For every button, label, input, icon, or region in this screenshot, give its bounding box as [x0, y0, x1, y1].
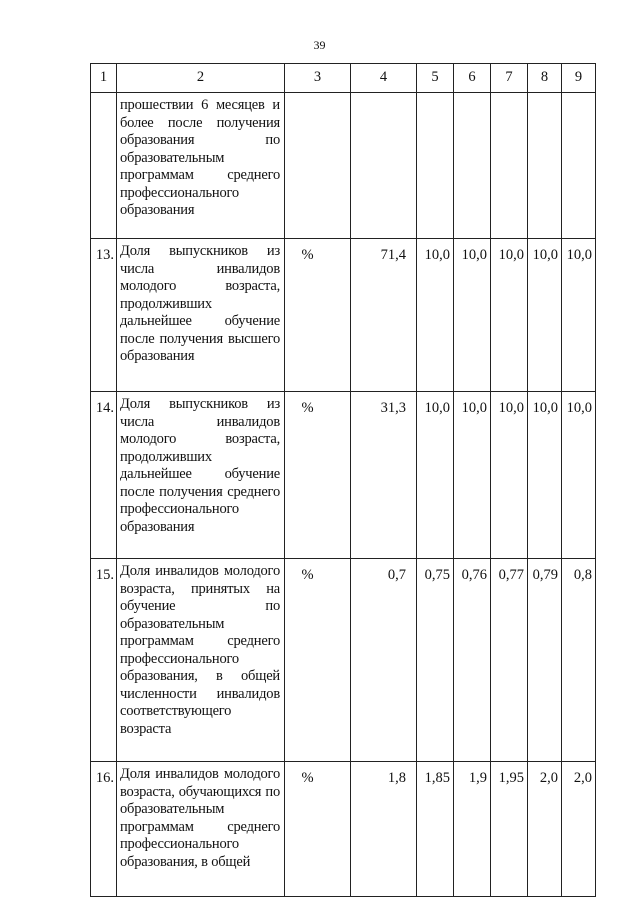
value-cell — [454, 93, 491, 239]
indicator-description: Доля выпускников из числа инвалидов молодого возраста, продолживших дальнейшее обучение после получения высшего образования — [117, 239, 285, 392]
row-number — [91, 93, 117, 239]
value-cell: 0,76 — [454, 559, 491, 762]
value-cell: 10,0 — [417, 239, 454, 392]
column-header: 7 — [491, 64, 528, 93]
value-cell: 10,0 — [562, 392, 596, 559]
indicator-description: Доля выпускников из числа инвалидов молодого возраста, продолживших дальнейшее обучение после получения среднего профессионального образования — [117, 392, 285, 559]
value-cell — [417, 93, 454, 239]
unit-cell — [285, 93, 351, 239]
value-cell: 1,8 — [351, 762, 417, 897]
unit-cell: % — [285, 239, 351, 392]
value-cell: 0,77 — [491, 559, 528, 762]
value-cell — [562, 93, 596, 239]
value-cell: 10,0 — [562, 239, 596, 392]
row-number: 13. — [91, 239, 117, 392]
indicators-table — [90, 63, 596, 897]
table-row — [91, 239, 596, 392]
column-header: 3 — [285, 64, 351, 93]
value-cell: 10,0 — [454, 239, 491, 392]
value-cell: 10,0 — [417, 392, 454, 559]
unit-cell: % — [285, 762, 351, 897]
value-cell: 1,85 — [417, 762, 454, 897]
value-cell: 71,4 — [351, 239, 417, 392]
column-header: 6 — [454, 64, 491, 93]
value-cell: 31,3 — [351, 392, 417, 559]
value-cell — [351, 93, 417, 239]
value-cell: 2,0 — [528, 762, 562, 897]
indicator-description: Доля инвалидов молодого возраста, обучающихся по образовательным программам среднего профессионального образования, в общей — [117, 762, 285, 897]
page-number: 39 — [313, 38, 326, 52]
indicator-description: Доля инвалидов молодого возраста, принятых на обучение по образовательным программам среднего профессионального образования, в общей численности инвалидов соответствующего возраста — [117, 559, 285, 762]
value-cell: 10,0 — [454, 392, 491, 559]
row-number: 16. — [91, 762, 117, 897]
row-number: 15. — [91, 559, 117, 762]
value-cell: 0,8 — [562, 559, 596, 762]
unit-cell: % — [285, 559, 351, 762]
column-header: 4 — [351, 64, 417, 93]
value-cell: 1,9 — [454, 762, 491, 897]
column-header: 1 — [91, 64, 117, 93]
value-cell: 2,0 — [562, 762, 596, 897]
column-header: 9 — [562, 64, 596, 93]
value-cell: 10,0 — [491, 239, 528, 392]
value-cell: 10,0 — [491, 392, 528, 559]
column-header: 2 — [117, 64, 285, 93]
table-row — [91, 762, 596, 897]
value-cell: 0,75 — [417, 559, 454, 762]
table-row — [91, 392, 596, 559]
value-cell — [491, 93, 528, 239]
unit-cell: % — [285, 392, 351, 559]
table-row — [91, 93, 596, 239]
column-header: 8 — [528, 64, 562, 93]
value-cell: 0,79 — [528, 559, 562, 762]
value-cell: 10,0 — [528, 239, 562, 392]
indicator-description: прошествии 6 месяцев и более после получения образования по образовательным программам среднего профессионального образования — [117, 93, 285, 239]
row-number: 14. — [91, 392, 117, 559]
table-row — [91, 559, 596, 762]
value-cell: 0,7 — [351, 559, 417, 762]
value-cell: 1,95 — [491, 762, 528, 897]
value-cell: 10,0 — [528, 392, 562, 559]
value-cell — [528, 93, 562, 239]
table-header-row — [91, 64, 596, 93]
column-header: 5 — [417, 64, 454, 93]
